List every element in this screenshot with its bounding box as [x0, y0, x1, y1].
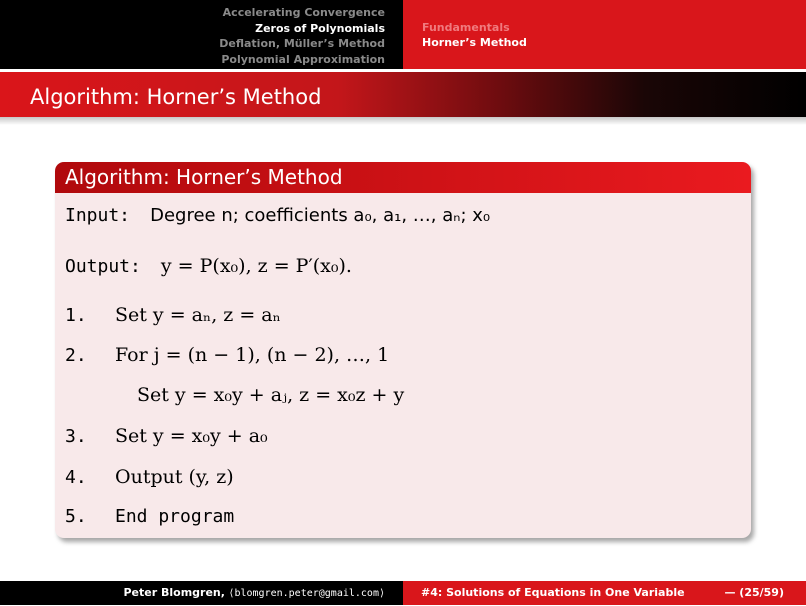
page-number: — (25/59) — [724, 586, 784, 599]
section-navigation — [0, 0, 403, 69]
subsection-navigation — [403, 0, 806, 69]
output-text: y = P(x₀), z = P′(x₀). — [160, 255, 352, 277]
step-2 — [65, 344, 389, 366]
step-text: Set y = x₀y + aⱼ, z = x₀z + y — [137, 384, 405, 406]
step-number: 2. — [65, 345, 87, 366]
nav-subsection-horners-method[interactable]: Horner’s Method — [422, 36, 527, 49]
step-text: Set y = x₀y + a₀ — [115, 425, 268, 447]
step-text: End program — [115, 506, 235, 527]
output-row — [65, 255, 352, 277]
input-row — [65, 204, 490, 226]
step-1 — [65, 304, 281, 326]
step-text: Set y = aₙ, z = aₙ — [115, 304, 281, 326]
input-text: Degree n; coefficients a₀, a₁, …, aₙ; x₀ — [150, 205, 491, 226]
algorithm-block-title: Algorithm: Horner’s Method — [55, 162, 751, 193]
author-name: Peter Blomgren, — [123, 586, 225, 599]
nav-section-polynomial-approximation[interactable]: Polynomial Approximation — [221, 52, 385, 66]
footer-lecture — [403, 581, 806, 605]
nav-section-accelerating-convergence[interactable]: Accelerating Convergence — [222, 6, 385, 19]
nav-section-deflation-muller[interactable]: Deflation, Müller’s Method — [219, 37, 385, 50]
footer-author — [0, 581, 403, 605]
step-text: For j = (n − 1), (n − 2), …, 1 — [115, 344, 390, 366]
step-text: Output (y, z) — [115, 466, 234, 488]
step-number: 5. — [65, 506, 87, 527]
output-label: Output: — [65, 256, 141, 277]
nav-subsection-fundamentals[interactable]: Fundamentals — [422, 21, 510, 34]
step-5 — [65, 505, 234, 527]
step-number: 1. — [65, 305, 87, 326]
algorithm-block — [55, 162, 751, 538]
title-shadow — [0, 117, 806, 125]
step-4 — [65, 466, 234, 488]
lecture-title[interactable]: #4: Solutions of Equations in One Variable — [421, 586, 685, 599]
step-3 — [65, 425, 268, 447]
step-number: 3. — [65, 426, 87, 447]
step-number: 4. — [65, 467, 87, 488]
frame-title: Algorithm: Horner’s Method — [30, 85, 322, 109]
author-email[interactable]: ⟨blomgren.peter@gmail.com⟩ — [228, 588, 385, 599]
input-label: Input: — [65, 205, 131, 226]
step-2-body — [137, 384, 404, 406]
nav-section-zeros-of-polynomials[interactable]: Zeros of Polynomials — [255, 21, 385, 35]
frame-title-bar — [0, 72, 806, 117]
